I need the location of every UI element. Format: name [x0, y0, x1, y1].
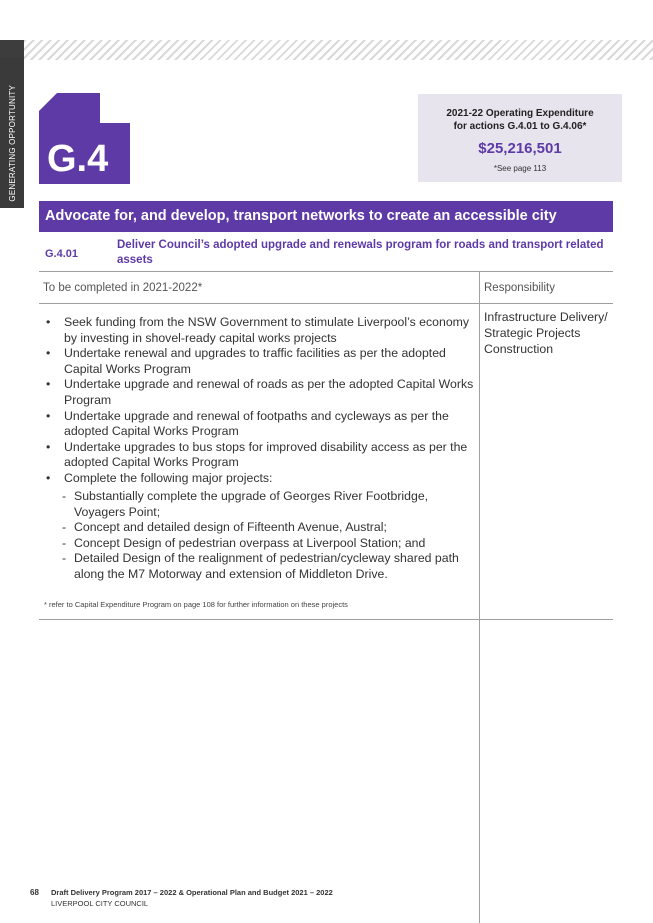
- goal-badge: [39, 93, 130, 184]
- section-title: Advocate for, and develop, transport networks to create an accessible city: [39, 201, 613, 232]
- list-item: - Concept Design of pedestrian overpass at Liverpool Station; and: [62, 535, 426, 550]
- goal-badge-label: G.4: [47, 138, 109, 180]
- list-item: • Complete the following major projects:: [46, 470, 273, 485]
- list-item: • Undertake upgrade and renewal of footpaths and cycleways as per the adopted Capital Works Program: [46, 408, 449, 439]
- footer-council-name: LIVERPOOL CITY COUNCIL: [51, 899, 149, 908]
- column-header-tasks: To be completed in 2021-2022*: [43, 282, 203, 294]
- task-list: [44, 315, 476, 487]
- footer-document-title: Draft Delivery Program 2017 – 2022 & Operational Plan and Budget 2021 – 2022: [51, 888, 333, 897]
- responsibility-line: Infrastructure Delivery/: [484, 310, 608, 324]
- list-item: - Substantially complete the upgrade of Georges River Footbridge, Voyagers Point;: [62, 489, 429, 519]
- side-tab-label: GENERATING OPPORTUNITY: [7, 85, 17, 202]
- expenditure-amount: $25,216,501: [478, 140, 562, 157]
- header-hatch-pattern: [24, 40, 653, 60]
- action-title: Deliver Council’s adopted upgrade and renewals program for roads and transport related assets: [117, 239, 604, 266]
- expenditure-title-line-1: 2021-22 Operating Expenditure: [446, 108, 594, 119]
- list-item: • Undertake upgrade and renewal of roads as per the adopted Capital Works Program: [46, 377, 474, 407]
- page-number: 68: [30, 888, 39, 897]
- action-code: G.4.01: [45, 248, 79, 260]
- responsibility-cell: [484, 309, 612, 357]
- list-item: • Undertake upgrades to bus stops for improved disability access as per the adopted Capital Works Program: [46, 439, 468, 470]
- table-header-rule: [39, 303, 613, 304]
- side-tab: [0, 58, 24, 208]
- major-projects-list: [62, 489, 476, 583]
- table-footnote: * refer to Capital Expenditure Program on page 108 for further information on these projects: [44, 600, 348, 609]
- list-item: • Undertake renewal and upgrades to traffic facilities as per the adopted Capital Works Program: [46, 346, 446, 376]
- side-tab-cap: [0, 40, 24, 58]
- table-column-divider: [479, 271, 480, 923]
- list-item: - Detailed Design of the realignment of pedestrian/cycleway shared path along the M7 Motorway and extension of Middleton Drive.: [62, 551, 459, 581]
- operating-expenditure-box: [418, 94, 622, 182]
- list-item: • Seek funding from the NSW Government to stimulate Liverpool’s economy by investing in shovel-ready capital works projects: [46, 315, 470, 345]
- responsibility-line: Construction: [484, 342, 554, 356]
- table-row-rule: [39, 619, 613, 620]
- table-top-rule: [39, 271, 613, 272]
- responsibility-line: Strategic Projects: [484, 326, 581, 340]
- column-header-responsibility: Responsibility: [484, 282, 555, 294]
- list-item: - Concept and detailed design of Fifteenth Avenue, Austral;: [62, 520, 387, 535]
- expenditure-title-line-2: for actions G.4.01 to G.4.06*: [453, 121, 587, 132]
- expenditure-note: *See page 113: [493, 164, 547, 173]
